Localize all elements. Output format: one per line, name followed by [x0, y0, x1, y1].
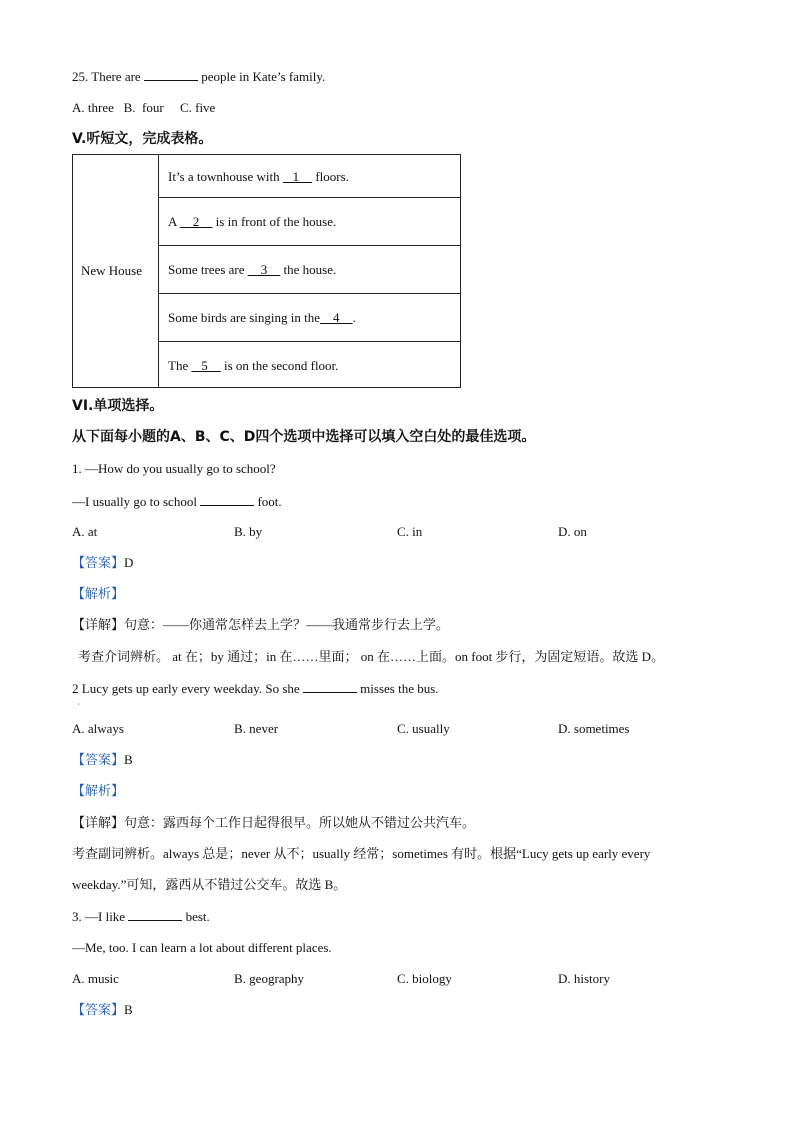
- new-house-table: [72, 154, 461, 388]
- q3-stem1: [72, 908, 210, 925]
- row-post: is on the second floor.: [220, 358, 339, 373]
- q2-stem: [72, 680, 439, 697]
- row-pre: It’s a townhouse with: [168, 169, 283, 184]
- q1-answer: [72, 555, 133, 571]
- section6-instruction: 从下面每小题的A、B、C、D四个选项中选择可以填入空白处的最佳选项。: [72, 429, 536, 445]
- q25-options: A. three B. four C. five: [72, 100, 216, 115]
- detail-text: 句意：——你通常怎样去上学？——我通常步行去上学。: [124, 617, 450, 632]
- answer-value: B: [124, 1002, 133, 1017]
- table-label: New House: [81, 263, 143, 278]
- row-pre: Some trees are: [168, 262, 248, 277]
- q2-explain-line2: weekday.”可知，露西从不错过公交车。故选 B。: [72, 877, 347, 892]
- q3-option-b: B. geography: [234, 971, 305, 986]
- q3-option-a: A. music: [72, 971, 119, 986]
- table-row: [159, 342, 460, 388]
- row-blank: 5: [191, 358, 221, 373]
- row-blank: 1: [282, 169, 313, 184]
- q2-dot: ·: [77, 700, 80, 709]
- q2-option-c: C. usually: [397, 721, 450, 736]
- q1-explain: 考查介词辨析。 at 在；by 通过；in 在……里面； on 在……上面。on foot 步行，为固定短语。故选 D。: [78, 649, 665, 664]
- table-row: [159, 294, 460, 342]
- detail-text: 句意：露西每个工作日起得很早。所以她从不错过公共汽车。: [124, 815, 476, 830]
- q2-option-b: B. never: [234, 721, 279, 736]
- q2-detail: [72, 815, 475, 831]
- table-row-text: [168, 310, 356, 326]
- q1-stem2-start: —I usually go to school: [72, 494, 197, 509]
- q2-stem-start: 2 Lucy gets up early every weekday. So she: [72, 681, 300, 696]
- q3-answer: [72, 1002, 133, 1018]
- q1-blank: [200, 493, 254, 506]
- answer-value: B: [124, 752, 133, 767]
- q25-stem: [72, 68, 325, 85]
- q1-stem2-end: foot.: [257, 494, 282, 509]
- q1-detail: [72, 617, 449, 633]
- q25-blank: [144, 68, 198, 81]
- q3-stem1-start: 3. —I like: [72, 909, 126, 924]
- q2-analysis-label: 【解析】: [72, 783, 125, 798]
- q3-option-c: C. biology: [397, 971, 452, 986]
- q25-stem-start: 25. There are: [72, 69, 141, 84]
- row-post: the house.: [280, 262, 337, 277]
- row-post: is in front of the house.: [212, 214, 337, 229]
- section5-title: V.听短文，完成表格。: [72, 131, 213, 147]
- q2-blank: [303, 680, 357, 693]
- row-blank: 2: [179, 214, 213, 229]
- answer-label: 【答案】: [72, 752, 125, 767]
- table-row: [159, 198, 460, 246]
- row-blank: 4: [320, 310, 353, 325]
- q2-option-d: D. sometimes: [558, 721, 630, 736]
- row-pre: A: [168, 214, 180, 229]
- table-label-cell: [73, 155, 159, 387]
- q3-stem1-end: best.: [185, 909, 210, 924]
- q1-option-c: C. in: [397, 524, 423, 539]
- answer-label: 【答案】: [72, 1002, 125, 1017]
- table-row-text: [168, 214, 336, 230]
- detail-label: 【详解】: [72, 617, 125, 632]
- answer-label: 【答案】: [72, 555, 125, 570]
- q1-analysis-label: 【解析】: [72, 586, 125, 601]
- table-row-text: [168, 358, 338, 374]
- row-pre: Some birds are singing in the: [168, 310, 321, 325]
- row-post: .: [352, 310, 356, 325]
- table-row: [159, 246, 460, 294]
- section6-title: VI.单项选择。: [72, 398, 164, 414]
- row-post: floors.: [312, 169, 349, 184]
- q2-option-a: A. always: [72, 721, 124, 736]
- q1-option-a: A. at: [72, 524, 98, 539]
- q2-explain-line1: 考查副词辨析。always 总是；never 从不；usually 经常；sometimes 有时。根据“Lucy gets up early every: [72, 846, 651, 861]
- table-row-text: [168, 169, 349, 185]
- q2-stem-end: misses the bus.: [360, 681, 439, 696]
- q3-option-d: D. history: [558, 971, 610, 986]
- q1-stem2: [72, 493, 282, 510]
- q1-option-b: B. by: [234, 524, 263, 539]
- table-row: [159, 155, 460, 198]
- table-row-text: [168, 262, 336, 278]
- row-pre: The: [168, 358, 192, 373]
- q3-blank: [128, 908, 182, 921]
- q3-stem2: —Me, too. I can learn a lot about different places.: [72, 940, 332, 955]
- q1-stem1: 1. —How do you usually go to school?: [72, 461, 276, 476]
- q1-option-d: D. on: [558, 524, 587, 539]
- q2-answer: [72, 752, 133, 768]
- detail-label: 【详解】: [72, 815, 125, 830]
- q25-stem-end: people in Kate’s family.: [201, 69, 326, 84]
- row-blank: 3: [247, 262, 281, 277]
- answer-value: D: [124, 555, 134, 570]
